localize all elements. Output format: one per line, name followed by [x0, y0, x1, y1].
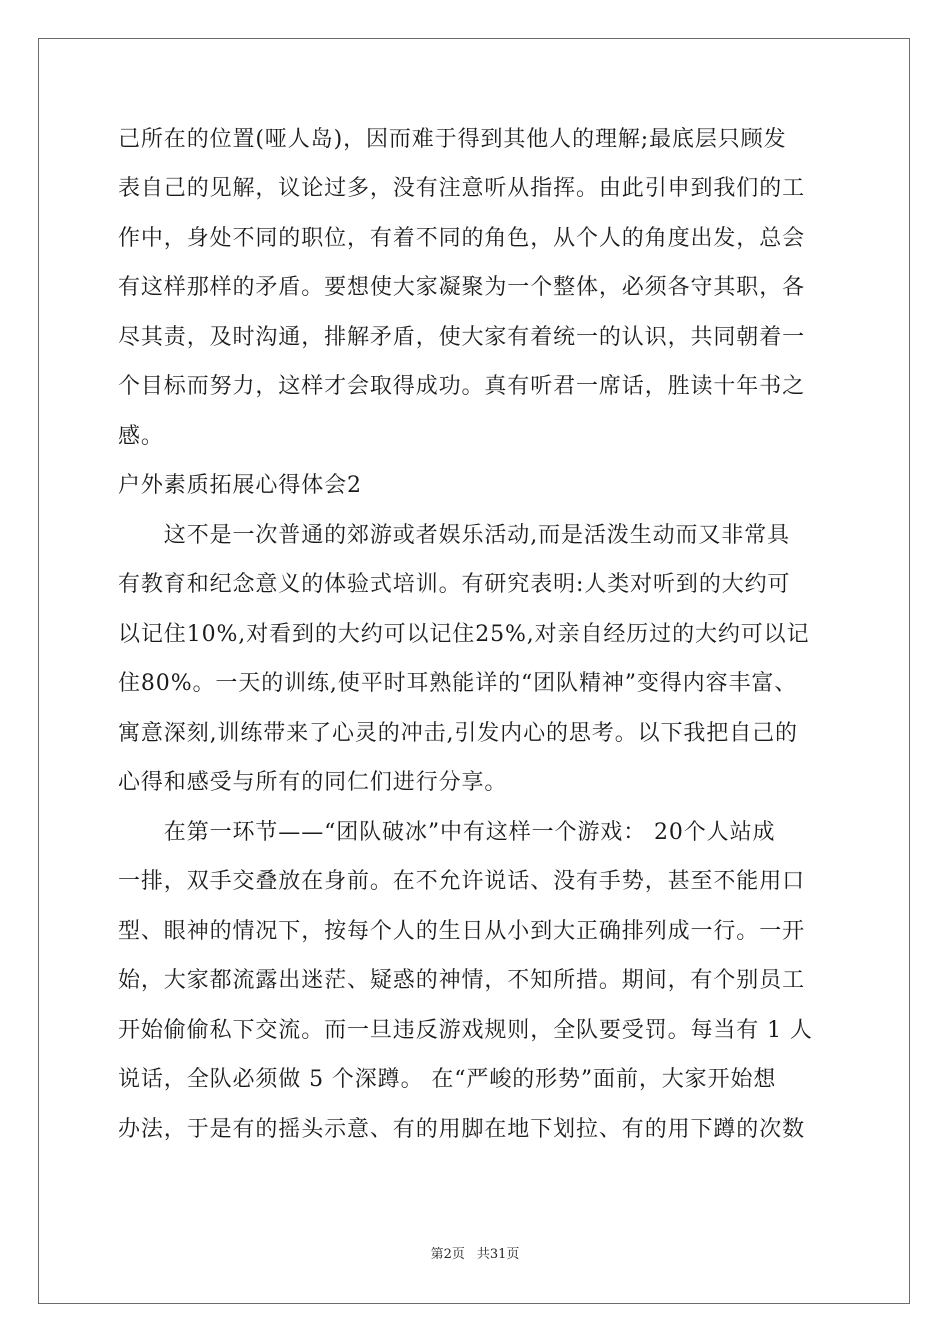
text-line: 个目标而努力，这样才会取得成功。真有听君一席话，胜读十年书之 — [118, 374, 806, 399]
page-number: 第2页 — [430, 1247, 465, 1262]
text-line: 己所在的位置(哑人岛)，因而难于得到其他人的理解;最底层只顾发 — [118, 127, 787, 152]
text-line: 感。 — [118, 424, 164, 449]
page-total: 共31页 — [476, 1247, 520, 1262]
text-line: 心得和感受与所有的同仁们进行分享。 — [118, 770, 508, 795]
text-line: 作中，身处不同的职位，有着不同的角色，从个人的角度出发，总会 — [118, 226, 806, 251]
text-line: 说话，全队必须做 5 个深蹲。 在“严峻的形势”面前，大家开始想 — [118, 1067, 777, 1092]
section-heading: 户外素质拓展心得体会2 — [118, 473, 362, 498]
text-line: 型、眼神的情况下，按每个人的生日从小到大正确排列成一行。一开 — [118, 919, 806, 944]
text-line: 在第一环节——“团队破冰”中有这样一个游戏： 20个人站成 — [118, 820, 776, 845]
text-line: 住80%。一天的训练,使平时耳熟能详的“团队精神”变得内容丰富、 — [118, 671, 798, 696]
text-line: 一排，双手交叠放在身前。在不允许说话、没有手势，甚至不能用口 — [118, 869, 806, 894]
text-line: 办法，于是有的摇头示意、有的用脚在地下划拉、有的用下蹲的次数 — [118, 1117, 806, 1142]
text-line: 始，大家都流露出迷茫、疑惑的神情，不知所措。期间，有个别员工 — [118, 968, 806, 993]
text-line: 表自己的见解，议论过多，没有注意听从指挥。由此引申到我们的工 — [118, 176, 806, 201]
text-line: 开始偷偷私下交流。而一旦违反游戏规则，全队要受罚。每当有 1 人 — [118, 1018, 813, 1043]
text-line: 寓意深刻,训练带来了心灵的冲击,引发内心的思考。以下我把自己的 — [118, 721, 798, 746]
page-footer — [0, 1246, 950, 1264]
text-line: 有教育和纪念意义的体验式培训。有研究表明:人类对听到的大约可 — [118, 572, 791, 597]
text-line: 这不是一次普通的郊游或者娱乐活动,而是活泼生动而又非常具 — [118, 523, 790, 548]
text-line: 尽其责，及时沟通，排解矛盾，使大家有着统一的认识，共同朝着一 — [118, 325, 806, 350]
text-line: 有这样那样的矛盾。要想使大家凝聚为一个整体，必须各守其职，各 — [118, 275, 806, 300]
text-line: 以记住10%,对看到的大约可以记住25%,对亲自经历过的大约可以记 — [118, 622, 810, 647]
